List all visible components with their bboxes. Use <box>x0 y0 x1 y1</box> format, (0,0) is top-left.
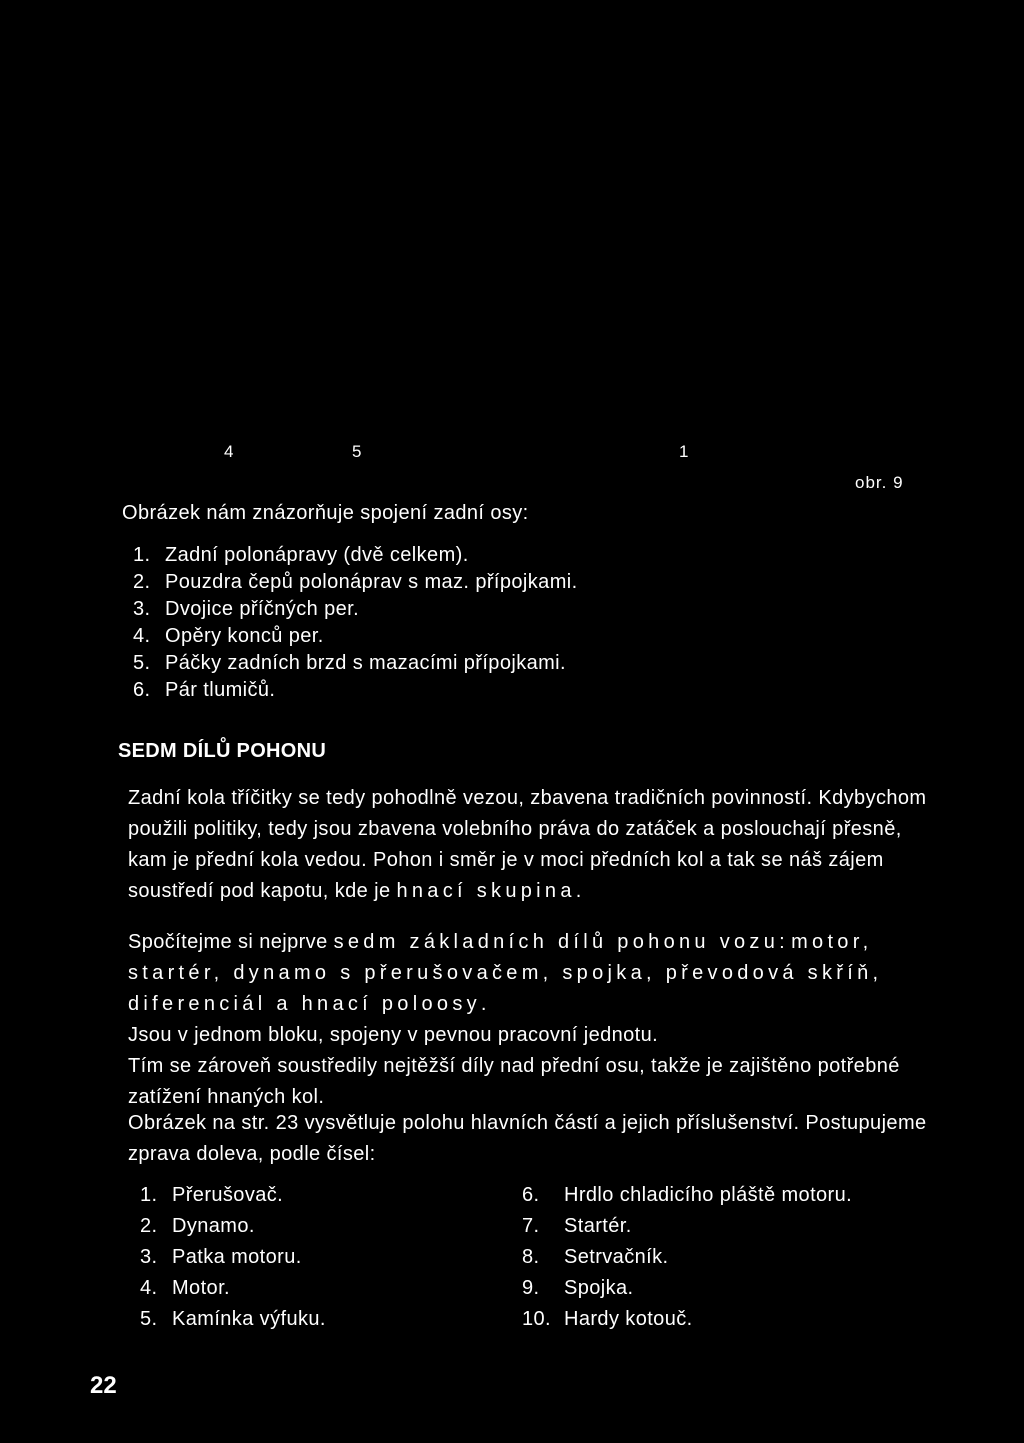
list-item <box>133 598 359 621</box>
paragraph-drive-intro <box>128 783 934 907</box>
list-item-text: Opěry konců per. <box>165 625 324 647</box>
list-item-number: 10. <box>522 1308 552 1330</box>
list-item-number: 7. <box>522 1215 540 1237</box>
list-item-number: 3. <box>133 598 151 620</box>
list-item <box>522 1277 634 1300</box>
list-item-number: 9. <box>522 1277 540 1299</box>
paragraph-figure-ref: Obrázek na str. 23 vysvětluje polohu hlavních částí a jejich příslušenství. Postupujeme zprava doleva, podle čísel: <box>128 1112 927 1165</box>
figure-caption: obr. 9 <box>855 473 904 492</box>
list-item-number: 1. <box>140 1184 158 1206</box>
list-item-text: Přerušovač. <box>172 1184 284 1206</box>
list-item-text: Pár tlumičů. <box>165 679 276 701</box>
paragraph-text: . <box>575 880 582 902</box>
list-item <box>522 1184 852 1207</box>
list-item-number: 2. <box>133 571 151 593</box>
list-item-number: 6. <box>522 1184 540 1206</box>
list-item <box>133 571 578 594</box>
spaced-term: motor, startér, dynamo s přerušovačem, spojka, převodová skříň, diferenciál a hnací poloosy <box>128 931 883 1015</box>
list-item <box>140 1277 230 1300</box>
paragraph-text: : <box>779 931 792 953</box>
list-item-number: 5. <box>140 1308 158 1330</box>
list-item-number: 6. <box>133 679 151 701</box>
intro-text: Obrázek nám znázorňuje spojení zadní osy: <box>122 502 529 524</box>
list-item-number: 4. <box>140 1277 158 1299</box>
list-item-text: Patka motoru. <box>172 1246 302 1268</box>
list-item <box>522 1308 693 1331</box>
paragraph-text: . <box>480 993 487 1015</box>
paragraph-text: Spočítejme si nejprve <box>128 931 334 953</box>
list-item-number: 3. <box>140 1246 158 1268</box>
figure-label-4: 4 <box>224 442 234 461</box>
list-item-text: Dynamo. <box>172 1215 255 1237</box>
list-item-text: Kamínka výfuku. <box>172 1308 326 1330</box>
list-item <box>140 1184 283 1207</box>
list-item <box>140 1246 302 1269</box>
spaced-term: hnací skupina <box>396 880 576 902</box>
figure-label-5: 5 <box>352 442 362 461</box>
list-item-number: 1. <box>133 544 151 566</box>
list-item-text: Motor. <box>172 1277 230 1299</box>
list-item-text: Zadní polonápravy (dvě celkem). <box>165 544 469 566</box>
paragraph-weight: Tím se zároveň soustředily nejtěžší díly nad přední osu, takže je zajištěno potřebné zatížení hnaných kol. <box>128 1055 900 1108</box>
spaced-term: sedm základních dílů pohonu vozu <box>333 931 780 953</box>
list-item-text: Dvojice příčných per. <box>165 598 360 620</box>
figure-label-1: 1 <box>679 442 689 461</box>
paragraph-one-block: Jsou v jednom bloku, spojeny v pevnou pracovní jednotu. <box>128 1024 659 1046</box>
list-item-number: 5. <box>133 652 151 674</box>
list-item-text: Spojka. <box>564 1277 634 1299</box>
list-item <box>133 544 469 567</box>
list-item <box>140 1215 255 1238</box>
list-item-text: Hrdlo chladicího pláště motoru. <box>564 1184 853 1206</box>
section-heading: SEDM DÍLŮ POHONU <box>118 740 327 762</box>
list-item <box>133 625 324 648</box>
list-item <box>133 679 275 702</box>
list-item-text: Startér. <box>564 1215 632 1237</box>
paragraph-text: Zadní kola tříčitky se tedy pohodlně vezou, zbavena tradičních povinností. Kdybychom použili politiky, tedy jsou zbavena volebního práva do zatáček a poslouchají přesně, kam je přední kola vedou. Pohon i směr je v moci předních kol a tak se náš zájem soustředí pod kapotu, kde je <box>128 787 927 902</box>
list-item-text: Setrvačník. <box>564 1246 669 1268</box>
list-item-number: 2. <box>140 1215 158 1237</box>
list-item <box>133 652 566 675</box>
page-number: 22 <box>90 1372 117 1399</box>
list-item-number: 8. <box>522 1246 540 1268</box>
list-item <box>522 1215 632 1238</box>
paragraph-seven-parts <box>128 927 934 1020</box>
list-item <box>522 1246 668 1269</box>
list-item-number: 4. <box>133 625 151 647</box>
list-item <box>140 1308 326 1331</box>
list-item-text: Páčky zadních brzd s mazacími přípojkami. <box>165 652 566 674</box>
list-item-text: Pouzdra čepů polonáprav s maz. přípojkami. <box>165 571 578 593</box>
list-item-text: Hardy kotouč. <box>564 1308 693 1330</box>
